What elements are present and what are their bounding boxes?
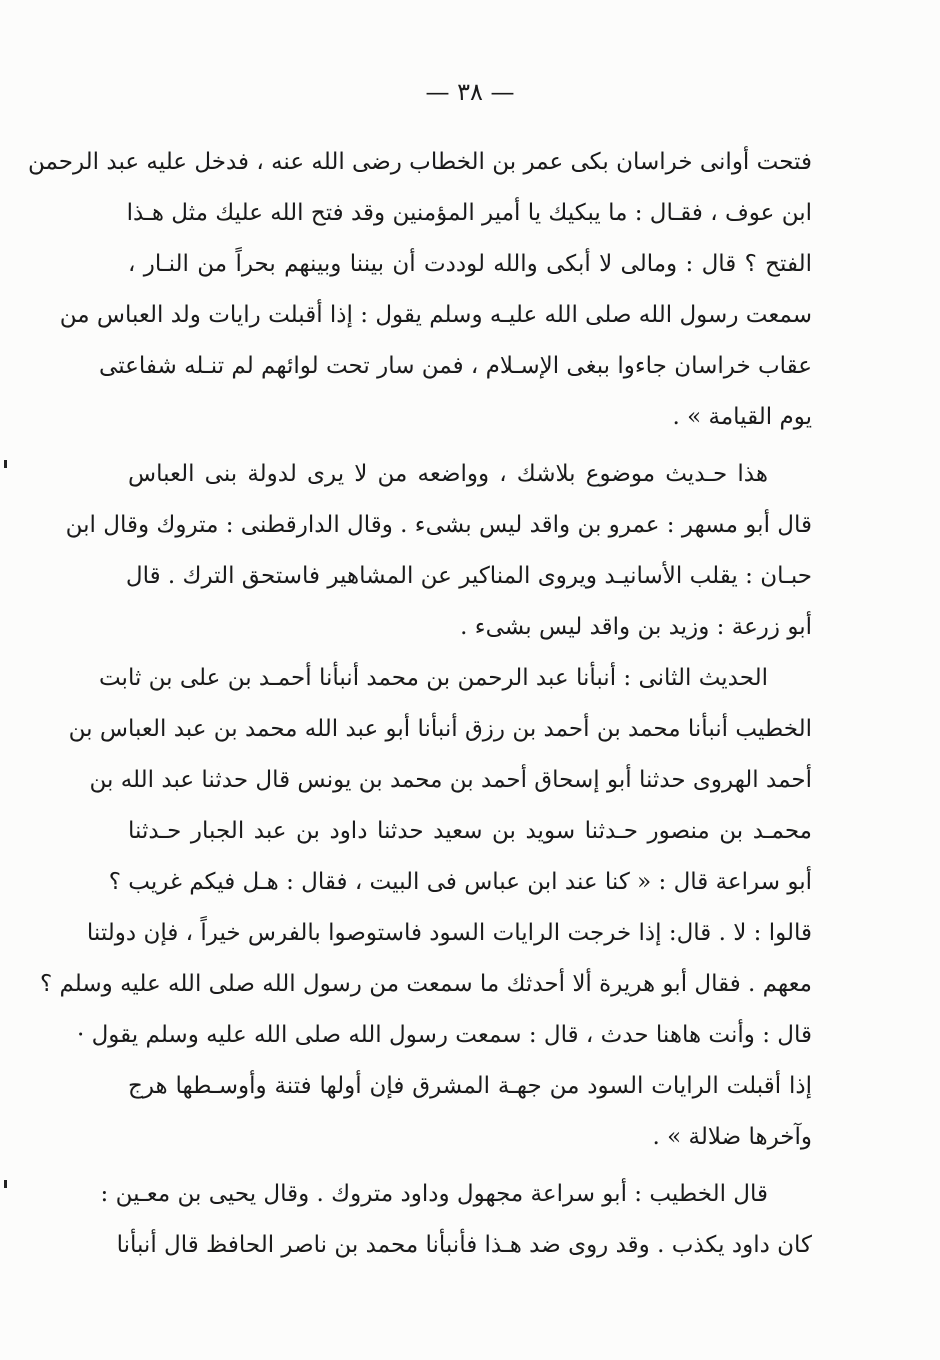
scan-speck (4, 460, 7, 468)
text-line: هذا حـديث موضوع بلاشك ، وواضعه من لا يرى لدولة بنى العباس (128, 461, 768, 487)
text-line: كان داود يكذب . وقد روى ضد هـذا فأنبأنا محمد بن ناصر الحافظ قال أنبأنا (116, 1232, 812, 1258)
text-line: قال : وأنت هاهنا حدث ، قال : سمعت رسول الله صلى الله عليه وسلم يقول · (76, 1022, 812, 1048)
text-line: الفتح ؟ قال : ومالى لا أبكى والله لوددت أن بيننا وبينهم بحراً من النـار ، (128, 251, 812, 277)
text-line: إذا أقبلت الرايات السود من جهـة المشرق فإن أولها فتنة وأوسـطها هرج (128, 1073, 812, 1099)
text-line: قال أبو مسهر : عمرو بن واقد ليس بشىء . وقال الدارقطنى : متروك وقال ابن (65, 512, 812, 538)
text-line: أبو سراعة قال : « كنا عند ابن عباس فى البيت ، فقال : هـل فيكم غريب ؟ (108, 869, 812, 895)
text-line: قالوا : لا . قال: إذا خرجت الرايات السود فاستوصوا بالفرس خيراً ، فإن دولتنا (86, 920, 812, 946)
paragraph-4 (100, 1169, 812, 1271)
text-line: حبـان : يقلب الأسانيـد ويروى المناكير عن المشاهير فاستحق الترك . قال (125, 563, 812, 589)
text-line: قال الخطيب : أبو سراعة مجهول وداود متروك . وقال يحيى بن معـين : (100, 1181, 768, 1207)
text-line: ابن عوف ، فقـال : ما يبكيك يا أمير المؤمنين وقد فتح الله عليك مثل هـذا (126, 200, 812, 226)
text-line: الخطيب أنبأنا محمد بن أحمد بن رزق أنبأنا أبو عبد الله محمد بن عبد العباس بن (68, 716, 812, 742)
paragraph-3 (39, 653, 812, 1163)
text-line: عقاب خراسان جاءوا ببغى الإسـلام ، فمن سار تحت لوائهم لم تنـله شفاعتى (99, 353, 812, 379)
paragraph-1 (27, 137, 812, 443)
text-line: محمـد بن منصور حـدثنا سويد بن سعيد حدثنا داود بن عبد الجبار حـدثنا (128, 818, 812, 844)
scan-speck (4, 1180, 7, 1188)
paragraph-2 (65, 449, 812, 653)
text-line: معهم . فقال أبو هريرة ألا أحدثك ما سمعت من رسول الله صلى الله عليه وسلم ؟ (39, 971, 812, 997)
text-line: وآخرها ضلالة » . (652, 1124, 812, 1150)
text-line: يوم القيامة » . (672, 404, 812, 430)
text-line: أحمد الهروى حدثنا أبو إسحاق أحمد بن محمد بن يونس قال حدثنا عبد الله بن (89, 767, 812, 793)
page-number: — ٣٨ — (425, 78, 515, 106)
text-line: فتحت أوانى خراسان بكى عمر بن الخطاب رضى الله عنه ، فدخل عليه عبد الرحمن (27, 149, 812, 175)
text-line: الحديث الثانى : أنبأنا عبد الرحمن بن محمد أنبأنا أحمـد بن على بن ثابت (98, 665, 768, 691)
text-line: أبو زرعة : وزيد بن واقد ليس بشىء . (460, 614, 812, 640)
text-line: سمعت رسول الله صلى الله عليـه وسلم يقول : إذا أقبلت رايات ولد العباس من (59, 302, 812, 328)
